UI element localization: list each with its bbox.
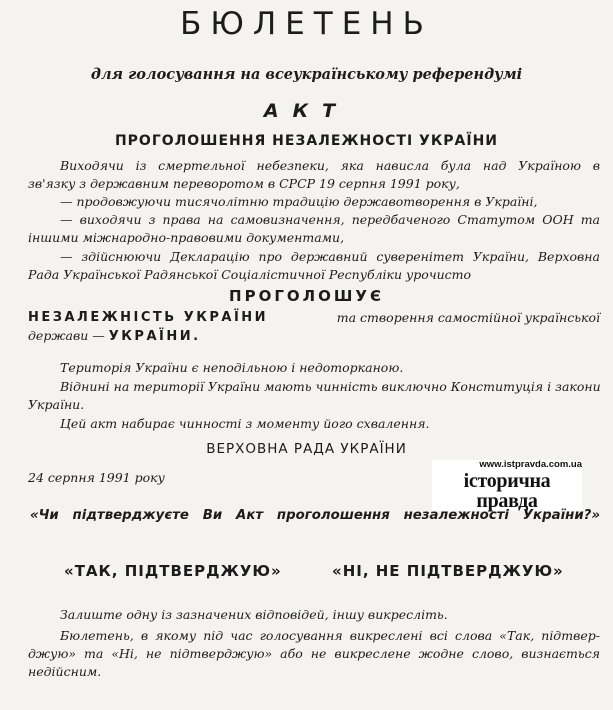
state-line <box>28 328 201 344</box>
referendum-question: «Чи підтверджуєте Ви Акт проголошення незалежності України?» <box>30 508 600 523</box>
preamble-line: Рада Української Радянської Соціалістичної Республіки урочисто <box>28 267 472 282</box>
issuer-name: ВЕРХОВНА РАДА УКРАЇНИ <box>206 441 407 457</box>
answer-no-option[interactable]: «НІ, НЕ ПІДТВЕРДЖУЮ» <box>332 562 564 580</box>
watermark-name: історична правда <box>463 469 551 512</box>
state-word: держави — <box>28 328 105 343</box>
body-line: Віднині на території України мають чинність виключно Конституція і закони <box>60 379 601 394</box>
preamble-line: зв'язку з державним переворотом в СРСР 19 серпня 1991 року, <box>28 176 460 191</box>
act-date: 24 серпня 1991 року <box>28 470 165 485</box>
body-line: Цей акт набирає чинності з моменту його схвалення. <box>60 416 430 431</box>
preamble-line: — продовжуючи тисячолітню традицію державотворення в Україні, <box>60 194 538 209</box>
ballot-title: БЮЛЕТЕНЬ <box>180 6 433 42</box>
body-line: України. <box>28 397 85 412</box>
proclaims-heading: ПРОГОЛОШУЄ <box>229 287 384 305</box>
watermark-url: www.istpravda.com.ua <box>479 459 582 470</box>
ballot-subtitle: для голосування на всеукраїнському референдумі <box>90 66 523 83</box>
independence-rest: та створення самостійної української <box>336 310 600 325</box>
proclamation-heading: ПРОГОЛОШЕННЯ НЕЗАЛЕЖНОСТІ УКРАЇНИ <box>114 133 499 149</box>
preamble-line: — здійснюючи Декларацію про державний суверенітет України, Верховна <box>60 249 600 264</box>
instruction-line: недійсним. <box>28 664 102 679</box>
istpravda-watermark <box>432 460 582 511</box>
instruction-line: джую» та «Ні, не підтверджую» або не викреслене жодне слово, визнається <box>28 646 600 661</box>
independence-caps: НЕЗАЛЕЖНІСТЬ УКРАЇНИ <box>28 310 269 325</box>
instruction-line: Бюлетень, в якому під час голосування викреслені всі слова «Так, підтвер- <box>60 628 600 643</box>
preamble-line: Виходячи із смертельної небезпеки, яка нависла була над Україною в <box>60 158 600 173</box>
answer-yes-option[interactable]: «ТАК, ПІДТВЕРДЖУЮ» <box>64 562 282 580</box>
preamble-line: іншими міжнародно-правовими документами, <box>28 230 345 245</box>
instruction-line: Залиште одну із зазначених відповідей, іншу викресліть. <box>60 607 448 622</box>
preamble-line: — виходячи з права на самовизначення, передбаченого Статутом ООН та <box>60 212 600 227</box>
independence-line <box>28 310 600 325</box>
act-heading: АКТ <box>263 100 350 122</box>
body-line: Територія України є неподільною і недоторканою. <box>60 360 404 375</box>
state-caps: УКРАЇНИ. <box>108 329 201 344</box>
